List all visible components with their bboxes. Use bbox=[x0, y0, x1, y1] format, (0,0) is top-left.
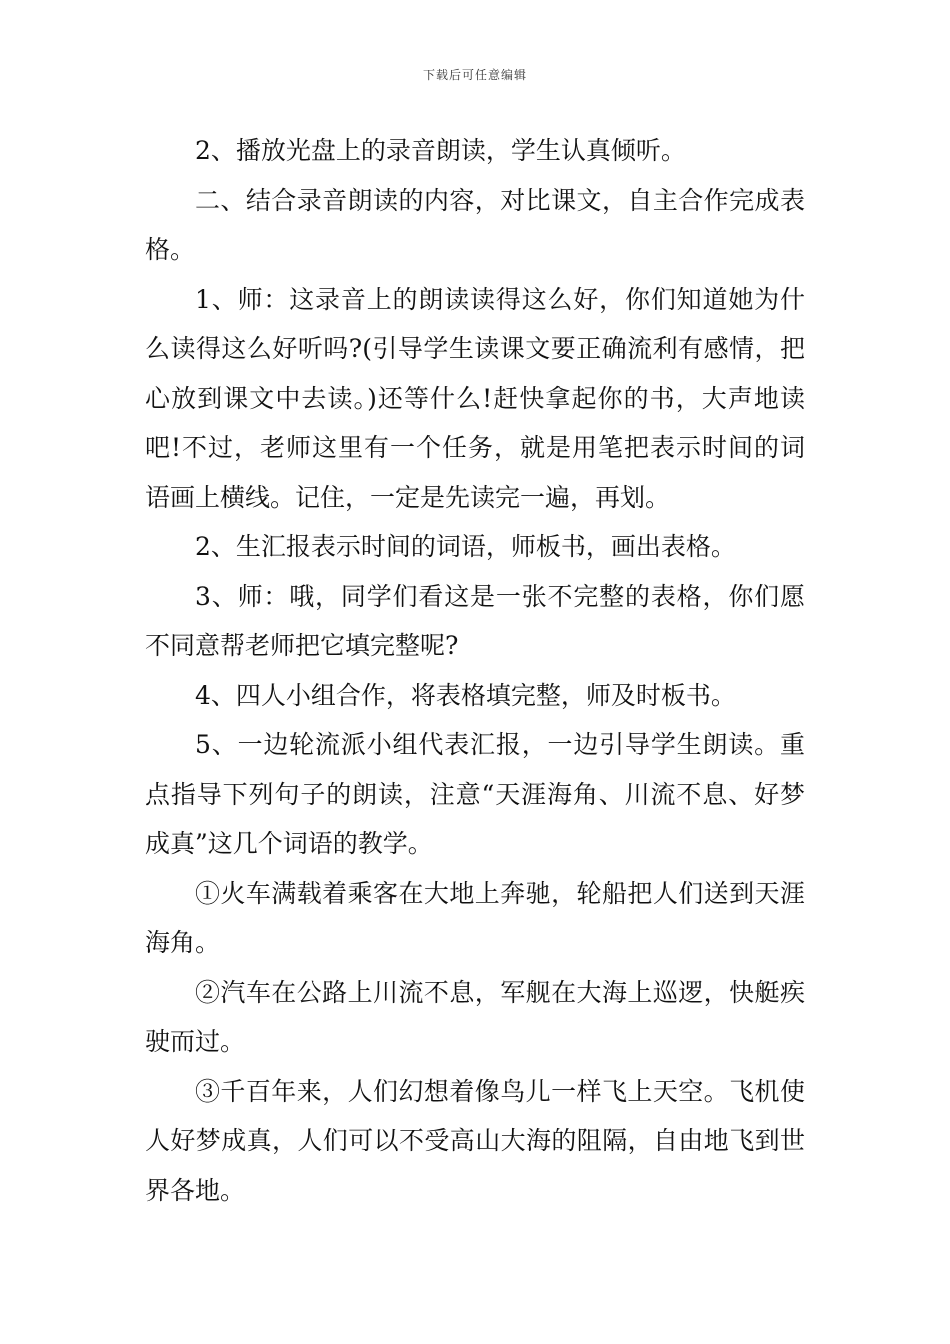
paragraph: ②汽车在公路上川流不息，军舰在大海上巡逻，快艇疾驶而过。 bbox=[145, 977, 805, 1056]
paragraph: 1、师：这录音上的朗读读得这么好，你们知道她为什么读得这么好听吗?(引导学生读课文要正确流利有感情，把心放到课文中去读。)还等什么!赶快拿起你的书，大声地读吧!不过，老师这里有一个任务，就是用笔把表示时间的词语画上横线。记住，一定是先读完一遍，再划。 bbox=[145, 284, 805, 512]
paragraph: 3、师：哦，同学们看这是一张不完整的表格，你们愿不同意帮老师把它填完整呢? bbox=[145, 581, 805, 660]
paragraph: 5、一边轮流派小组代表汇报，一边引导学生朗读。重点指导下列句子的朗读，注意“天涯海角、川流不息、好梦成真”这几个词语的教学。 bbox=[145, 730, 805, 858]
paragraph: ①火车满载着乘客在大地上奔驰，轮船把人们送到天涯海角。 bbox=[145, 878, 805, 957]
paragraph: 二、结合录音朗读的内容，对比课文，自主合作完成表格。 bbox=[145, 185, 805, 264]
header-note: 下载后可任意编辑 bbox=[422, 68, 527, 82]
document-body bbox=[145, 126, 805, 1215]
paragraph: 2、生汇报表示时间的词语，师板书，画出表格。 bbox=[195, 532, 736, 561]
paragraph: 2、播放光盘上的录音朗读，学生认真倾听。 bbox=[195, 136, 686, 165]
paragraph: ③千百年来，人们幻想着像鸟儿一样飞上天空。飞机使人好梦成真，人们可以不受高山大海的阻隔，自由地飞到世界各地。 bbox=[145, 1076, 805, 1205]
paragraph: 4、四人小组合作，将表格填完整，师及时板书。 bbox=[195, 680, 736, 710]
